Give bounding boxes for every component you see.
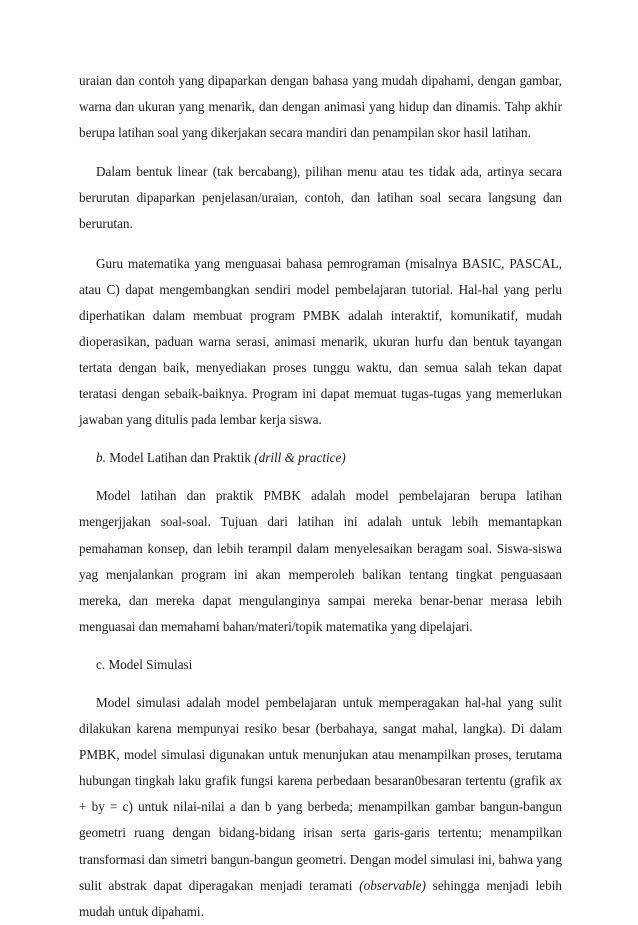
simulation-text-italic: (observable): [359, 877, 426, 893]
page-body: [79, 68, 562, 925]
paragraph-linear-form: Dalam bentuk linear (tak bercabang), pilihan menu atau tes tidak ada, artinya secara berurutan dipaparkan penjelasan/uraian, contoh, dan latihan soal secara langsung dan berurutan.: [79, 164, 562, 232]
simulation-text-before: Model simulasi adalah model pembelajaran untuk memperagakan hal-hal yang sulit dilakukan karena mempunyai resiko besar (berbahaya, sangat mahal, langka). Di dalam PMBK, model simulasi digunakan untuk menunjukan atau menampilkan proses, terutama hubungan tingkah laku grafik fungsi karena perbedaan besaran0besaran tertentu (grafik ax + by = c) untuk nilai-nilai a dan b yang berbeda; menampilkan gambar bangun-bangun geometri ruang dengan bidang-bidang irisan serta garis-garis tertentu; menampilkan transformasi dan simetri bangun-bangun geometri. Dengan model simulasi ini, bahwa yang sulit abstrak dapat diperagakan menjadi teramati: [79, 694, 562, 893]
heading-b-text: Model Latihan dan Praktik: [105, 450, 255, 466]
heading-c-text: Model Simulasi: [105, 656, 193, 672]
simulation-text-after: sehingga menjadi lebih mudah untuk dipahami.: [79, 877, 562, 919]
heading-b-label: b.: [96, 450, 106, 466]
paragraph-tutorial-continuation: uraian dan contoh yang dipaparkan dengan bahasa yang mudah dipahami, dengan gambar, warna dan ukuran yang menarik, dan dengan animasi yang hidup dan dinamis. Tahp akhir berupa latihan soal yang dikerjakan secara mandiri dan penampilan skor hasil latihan.: [79, 73, 562, 141]
heading-drill-practice: [79, 445, 562, 471]
heading-simulation: [79, 652, 562, 678]
paragraph-simulation: [79, 690, 562, 925]
heading-c-label: c.: [96, 656, 106, 672]
paragraph-math-teacher: Guru matematika yang menguasai bahasa pemrograman (misalnya BASIC, PASCAL, atau C) dapat mengembangkan sendiri model pembelajaran tutorial. Hal-hal yang perlu diperhatikan dalam membuat program PMBK adalah interaktif, komunikatif, mudah dioperasikan, paduan warna serasi, animasi menarik, ukuran hurfu dan bentuk tayangan tertata dengan baik, menyediakan proses tunggu waktu, dan semua salah tekan dapat teratasi dengan sebaik-baiknya. Program ini dapat memuat tugas-tugas yang memerlukan jawaban yang ditulis pada lembar kerja siswa.: [79, 255, 562, 428]
heading-b-italic: (drill & practice): [254, 450, 346, 466]
paragraph-drill-practice: Model latihan dan praktik PMBK adalah model pembelajaran berupa latihan mengerjjakan soal-soal. Tujuan dari latihan ini adalah untuk lebih memantapkan pemahaman konsep, dan lebih terampil dalam menyelesaikan beragam soal. Siswa-siswa yag menjalankan program ini akan memperoleh balikan tentang tingkat penguasaan mereka, dan mereka dapat mengulanginya sampai mereka benar-benar merasa lebih menguasai dan memahami bahan/materi/topik matematika yang dipelajari.: [79, 488, 562, 634]
